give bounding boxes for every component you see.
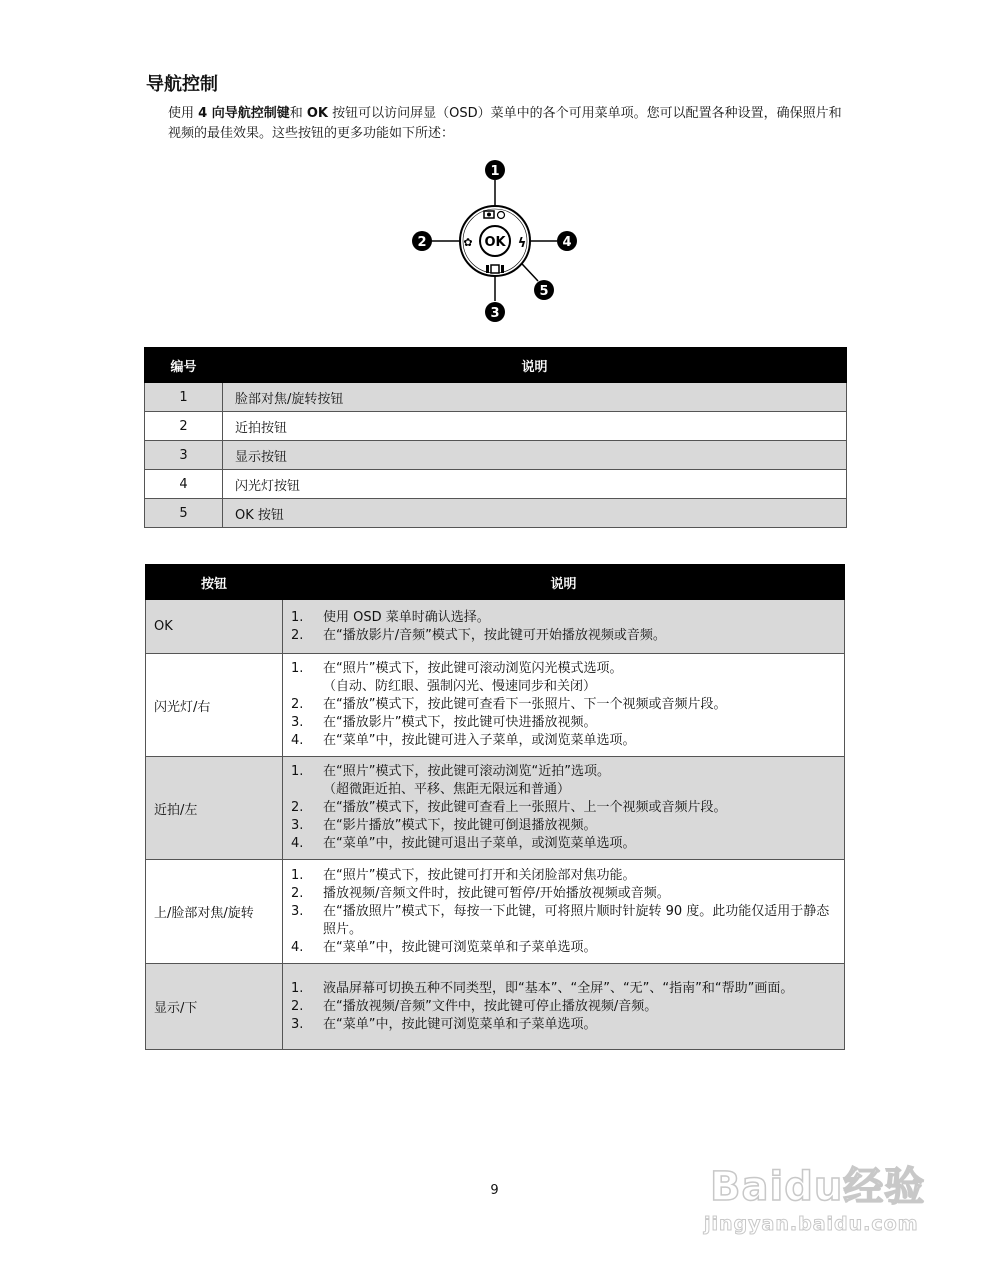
intro-text-3: 按钮可以访问屏显（OSD）菜单中的各个可用菜单项。您可以配置各种设置，确保照片和视频的最佳效果。这些按钮的更多功能如下所述： [168,106,842,141]
function-list-cell [283,654,845,757]
row-description: 脸部对焦/旋转按钮 [223,383,847,412]
list-item: 2. 在“播放影片/音频”模式下，按此键可开始播放视频或音频。 [291,627,666,643]
list-item: 2. 在“播放”模式下，按此键可查看下一张照片、下一个视频或音频片段。 [291,697,727,712]
baidu-watermark [700,1135,940,1245]
intro-text-1: 使用 [168,106,199,121]
list-item: 2. 在“播放”模式下，按此键可查看上一张照片、上一个视频或音频片段。 [291,800,727,815]
page-title: 导航控制 [146,74,218,95]
header-description: 说明 [283,565,845,600]
function-list-cell [283,757,845,860]
row-description: 显示按钮 [223,441,847,470]
list-item: 1. 在“照片”模式下，按此键可打开和关闭脸部对焦功能。 [291,867,636,883]
watermark-url: jingyan.baidu.com [704,1213,919,1235]
list-item: 1. 在“照片”模式下，按此键可滚动浏览闪光模式选项。 [291,661,623,676]
intro-bold-ok: OK [306,106,328,121]
list-item: （超微距近拍、平移、焦距无限远和普通） [323,782,571,797]
row-description: 闪光灯按钮 [223,470,847,499]
list-item: 4. 在“菜单”中，按此键可浏览菜单和子菜单选项。 [291,939,597,955]
table-row [146,860,845,964]
list-item: 1. 液晶屏幕可切换五种不同类型，即“基本”、“全屏”、“无”、“指南”和“帮助”画面。 [291,980,794,996]
list-item: 4. 在“菜单”中，按此键可退出子菜单，或浏览菜单选项。 [291,836,636,851]
list-item: 3. 在“播放影片”模式下，按此键可快进播放视频。 [291,715,597,730]
header-button: 按钮 [146,565,283,600]
list-item: 1. 在“照片”模式下，按此键可滚动浏览“近拍”选项。 [291,764,610,779]
table-row [146,654,845,757]
table-row [146,757,845,860]
row-number: 5 [145,499,223,528]
table-row [146,964,845,1050]
button-name: 上/脸部对焦/旋转 [146,860,283,964]
list-item: 3. 在“影片播放”模式下，按此键可倒退播放视频。 [291,818,597,833]
header-description: 说明 [223,348,847,383]
header-number: 编号 [145,348,223,383]
intro-bold-nav-key: 4 向导航控制键 [198,106,290,121]
button-name: OK [146,600,283,654]
list-item: 4. 在“菜单”中，按此键可进入子菜单，或浏览菜单选项。 [291,733,636,748]
row-description: 近拍按钮 [223,412,847,441]
list-item: 1. 使用 OSD 菜单时确认选择。 [291,609,490,625]
callout-4: 4 [562,235,572,250]
table-row [145,499,847,528]
ok-label: OK [484,235,506,250]
list-item: 3. 在“播放照片”模式下，每按一下此键，可将照片顺时针旋转 90 度。此功能仅适用于静态照片。 [291,903,830,937]
row-number: 3 [145,441,223,470]
row-number: 4 [145,470,223,499]
row-description: OK 按钮 [223,499,847,528]
list-item: 2. 播放视频/音频文件时，按此键可暂停/开始播放视频或音频。 [291,885,670,901]
list-item: 2. 在“播放视频/音频”文件中，按此键可停止播放视频/音频。 [291,998,658,1014]
intro-text-2: 和 [289,106,307,121]
table-header-row [145,348,847,383]
button-name: 近拍/左 [146,757,283,860]
intro-paragraph [168,104,848,144]
table-row [146,600,845,654]
callout-2: 2 [417,235,427,250]
callout-1: 1 [490,164,500,179]
table-row [145,383,847,412]
table-row [145,470,847,499]
button-name: 显示/下 [146,964,283,1050]
page-number: 9 [490,1183,499,1198]
navigation-pad-diagram [400,155,600,330]
list-item: 3. 在“菜单”中，按此键可浏览菜单和子菜单选项。 [291,1016,597,1032]
button-number-table [144,347,847,528]
macro-flower-icon: ✿ [463,236,473,249]
callout-3: 3 [490,306,500,321]
flash-bolt-icon: ϟ [517,236,527,251]
function-list-cell [283,860,845,964]
row-number: 1 [145,383,223,412]
function-list-cell [283,964,845,1050]
table-header-row [146,565,845,600]
row-number: 2 [145,412,223,441]
button-name: 闪光灯/右 [146,654,283,757]
callout-5: 5 [539,284,549,299]
function-list-cell [283,600,845,654]
list-item: （自动、防红眼、强制闪光、慢速同步和关闭） [323,679,597,694]
table-row [145,412,847,441]
table-row [145,441,847,470]
button-function-table [145,564,845,1050]
watermark-brand: Baidu经验 [710,1164,926,1210]
